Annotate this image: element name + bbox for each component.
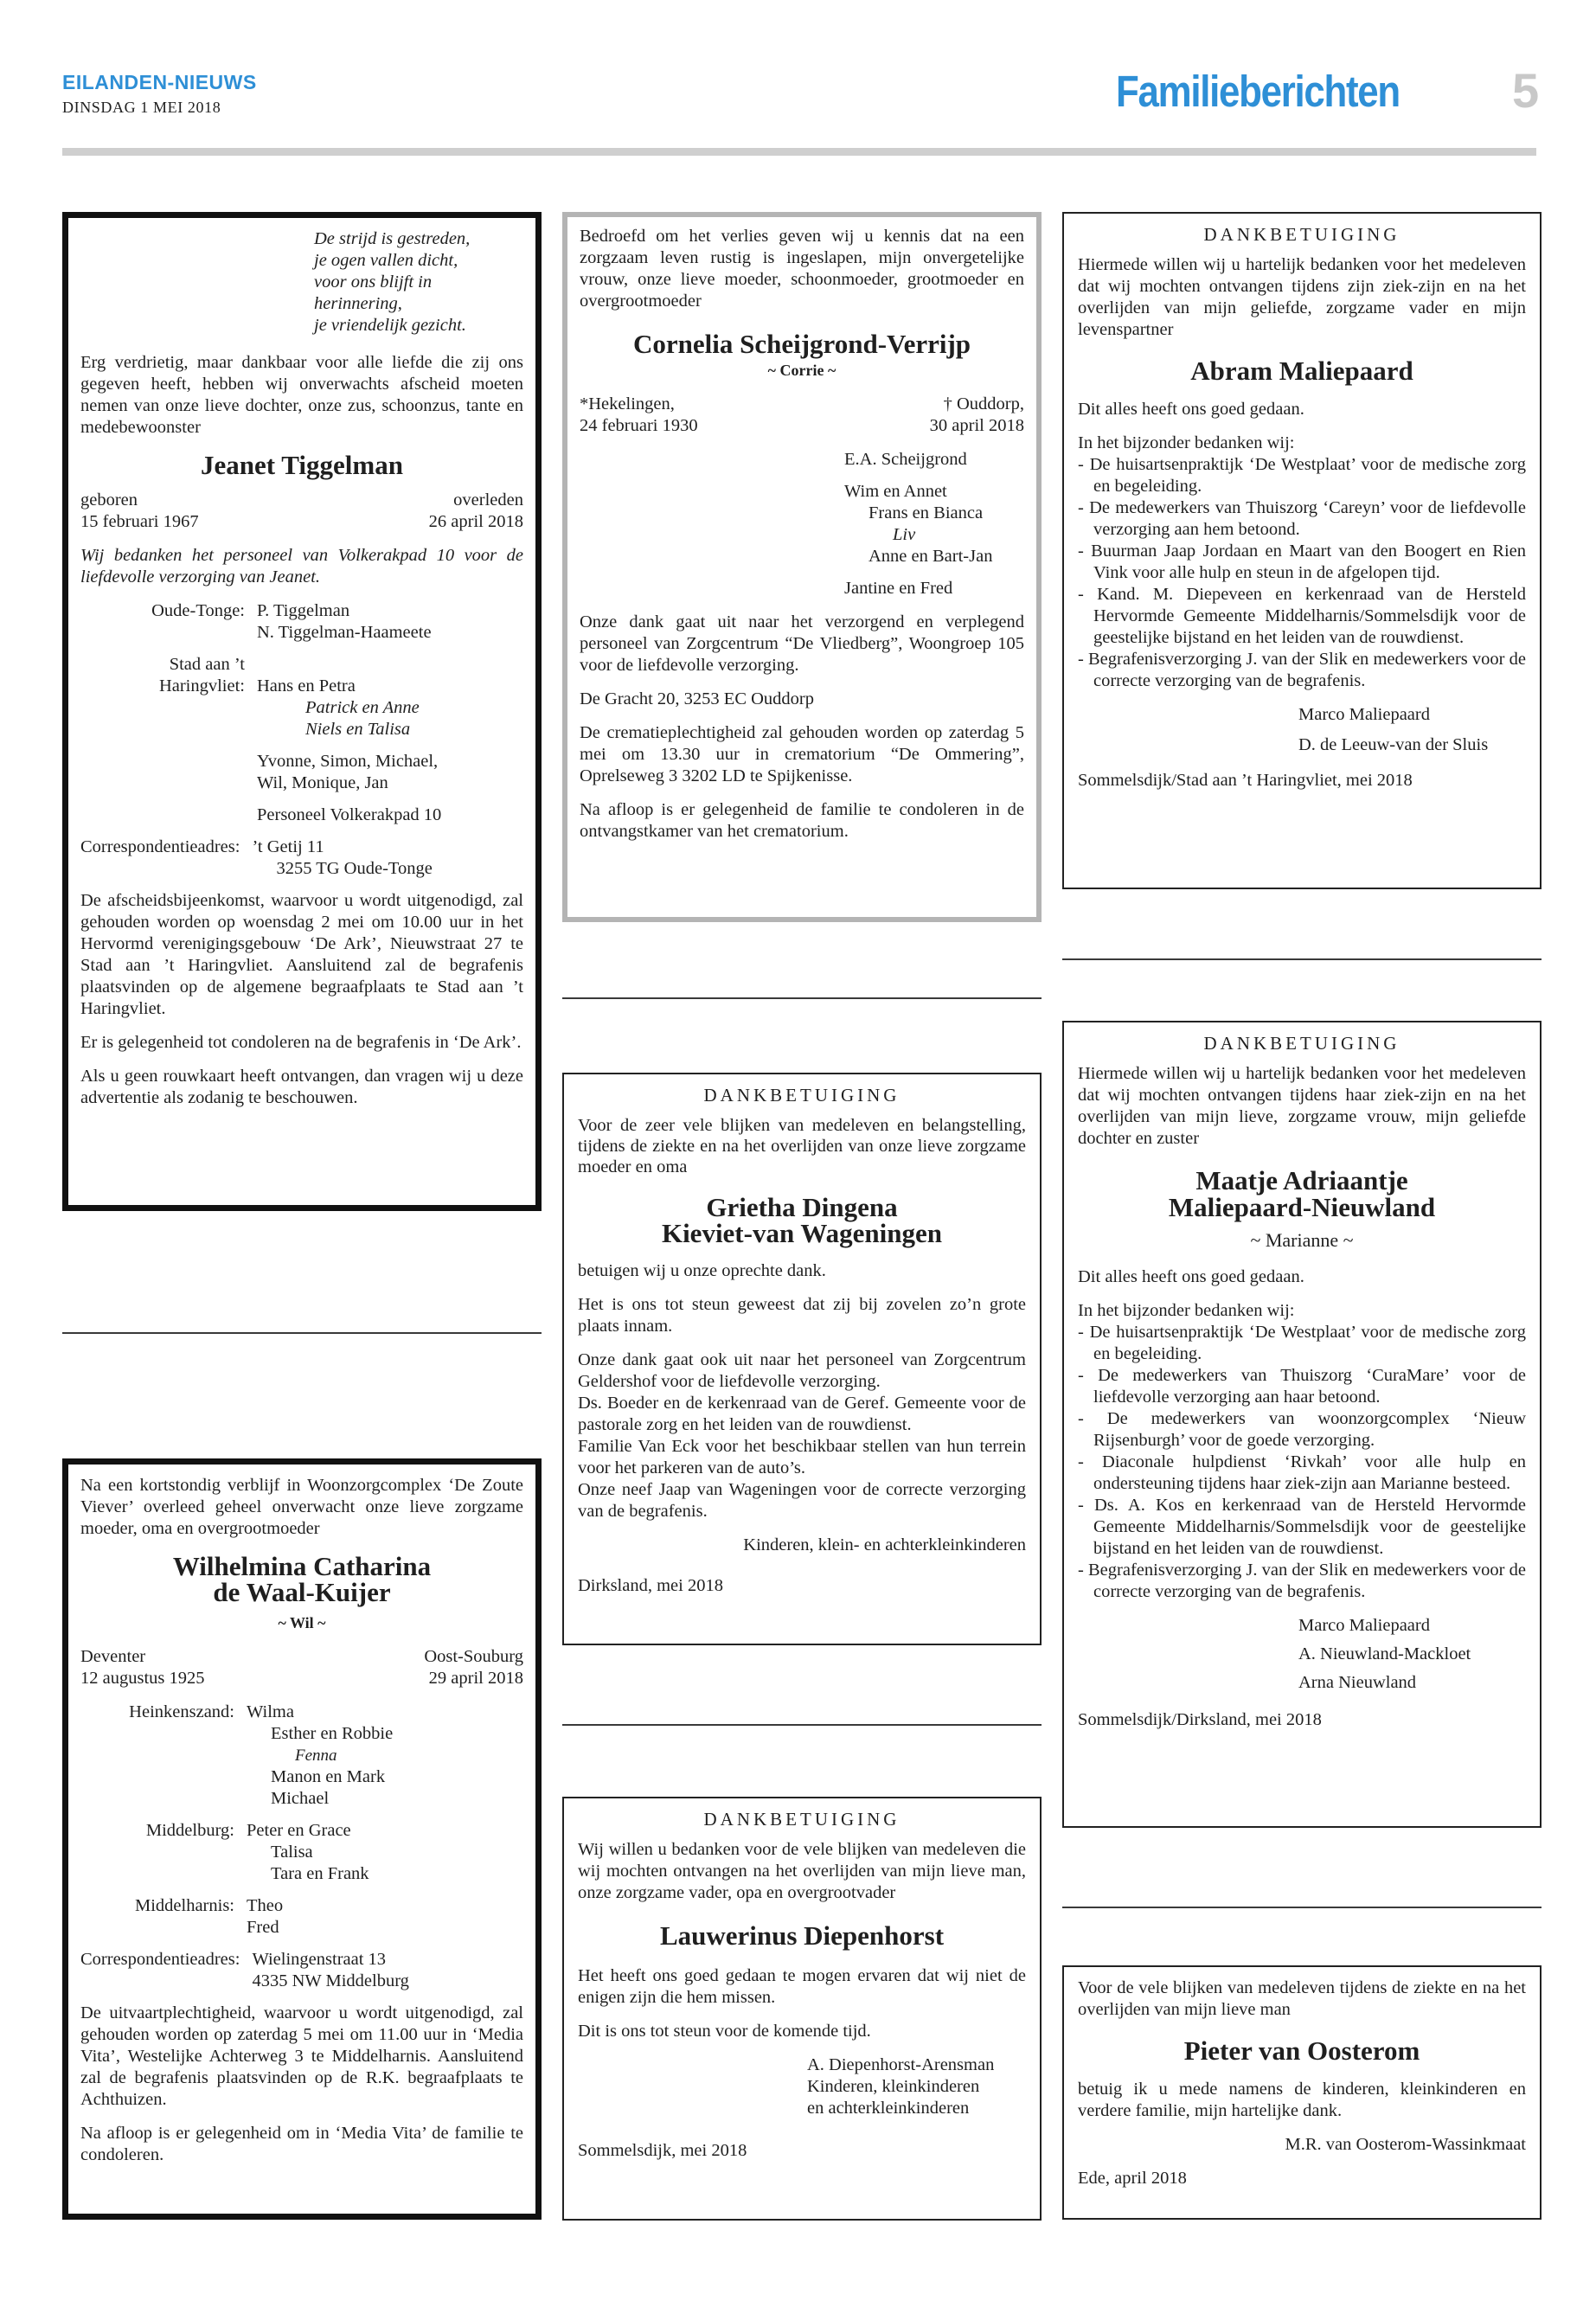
family-member: Frans en Bianca (869, 503, 984, 522)
family-member: Manon en Mark (271, 1767, 386, 1786)
address-line: Wielingenstraat 13 (252, 1950, 387, 1969)
notice-heading: DANKBETUIGING (703, 1809, 901, 1830)
deceased-name (80, 1551, 523, 1607)
family-group (80, 804, 523, 826)
list-item: - Ds. A. Kos en kerkenraad van de Hersteld Hervormde Gemeente Middelharnis/Sommelsdijk voor de geestelijke bijstand en het leiden van de rouwdienst. (1078, 1495, 1526, 1560)
place-date: Ede, april 2018 (1078, 2169, 1187, 2188)
family-place: Oude-Tonge: (151, 601, 245, 620)
signature: Kinderen, kleinkinderen (807, 2077, 980, 2096)
obituary-scheijgrond (562, 212, 1042, 922)
list-item: - De medewerkers van woonzorgcomplex ‘Nieuw Rijsenburgh’ voor de goede verzorging. (1078, 1408, 1526, 1452)
paragraph: Onze neef Jaap van Wageningen voor de correcte verzorging van de begrafenis. (578, 1480, 1026, 1521)
deceased-name (578, 1192, 1026, 1248)
family-group (80, 1702, 523, 1810)
list-item: - De huisartsenpraktijk ‘De Westplaat’ voor de medische zorg en begeleiding. (1078, 454, 1526, 497)
family-list (580, 449, 1024, 599)
obituary-tiggelman (62, 212, 542, 1211)
died-date: 26 april 2018 (428, 512, 523, 531)
family-member: Wim en Annet (844, 482, 947, 501)
family-place: Middelburg: (145, 1821, 234, 1840)
thanks-list (1078, 454, 1526, 692)
correspondence-label: Correspondentieadres: (80, 1950, 240, 1969)
thanks-notice-lauwerinus-diepenhorst (562, 1797, 1042, 2221)
family-member: Jantine en Fred (844, 579, 953, 598)
life-dates (580, 394, 1024, 437)
ceremony-text: De uitvaartplechtigheid, waarvoor u wordt uitgenodigd, zal gehouden worden op zaterdag 5 mei om 11.00 uur in ‘Media Vita’, Westelijke Achterweg 3 te Middelharnis. Aansluitend zal de begrafenis plaatsvinden op de R.K. begraafplaats te Achthuizen. (80, 2003, 523, 2109)
gratitude-text: betuig ik u mede namens de kinderen, kleinkinderen en verdere familie, mijn hartelijke dank. (1078, 2080, 1526, 2120)
deceased-name (1078, 1167, 1526, 1221)
address-line: 4335 NW Middelburg (252, 1971, 409, 1990)
born-date: 24 februari 1930 (580, 416, 698, 435)
name-line: Maliepaard-Nieuwland (1168, 1192, 1436, 1222)
name-line: Kieviet-van Wageningen (661, 1218, 943, 1248)
signature: A. Nieuwland-Mackloet (1298, 1644, 1471, 1663)
family-member: Personeel Volkerakpad 10 (257, 805, 442, 824)
gratitude-text: betuigen wij u onze oprechte dank. (578, 1261, 826, 1280)
signature: A. Diepenhorst-Arensman (807, 2055, 995, 2074)
place-date: Dirksland, mei 2018 (578, 1576, 723, 1595)
signature: Marco Maliepaard (1298, 705, 1430, 724)
thanks-notice-maatje-maliepaard (1062, 1021, 1542, 1828)
paragraph: Dit is ons tot steun voor de komende tijd. (578, 2022, 871, 2041)
thanks-notice-grietha-kieviet (562, 1073, 1042, 1645)
intro-text: Hiermede willen wij u hartelijk bedanken voor het medeleven dat wij mochten ontvangen tijdens zijn ziek-zijn en na het overlijden van mijn geliefde, zorgzame vader en mijn levenspartner (1078, 255, 1526, 339)
name-line: de Waal-Kuijer (213, 1577, 391, 1607)
family-member: Esther en Robbie (271, 1724, 394, 1743)
family-group (80, 751, 523, 794)
deceased-name: Abram Maliepaard (1190, 356, 1413, 386)
family-member: Hans en Petra (257, 676, 356, 695)
family-member: Theo (247, 1896, 284, 1915)
family-member: N. Tiggelman-Haameete (257, 623, 432, 642)
family-member: Wilma (247, 1702, 294, 1721)
deceased-name: Lauwerinus Diepenhorst (659, 1920, 945, 1951)
list-item: - De huisartsenpraktijk ‘De Westplaat’ voor de medische zorg en begeleiding. (1078, 1322, 1526, 1365)
born-place: Deventer (80, 1647, 146, 1666)
list-item: - Diaconale hulpdienst ‘Rivkah’ voor alle hulp en ondersteuning tijdens haar ziek-zijn aan Marianne besteed. (1078, 1452, 1526, 1495)
gratitude-text: Dit alles heeft ons goed gedaan. (1078, 400, 1304, 419)
family-place: Stad aan ’t (169, 655, 245, 674)
family-group (80, 600, 523, 644)
family-member: Wil, Monique, Jan (257, 773, 388, 792)
home-address: De Gracht 20, 3253 EC Ouddorp (580, 689, 815, 708)
column-divider (62, 1332, 542, 1334)
intro-text: Wij willen u bedanken voor de vele blijken van medeleven die wij mochten ontvangen na het overlijden van mijn lieve man, onze zorgzame vader, opa en overgrootvader (578, 1840, 1026, 1902)
list-item: - Begrafenisverzorging J. van der Slik en medewerkers voor de correcte verzorging van de begrafenis. (1078, 649, 1526, 692)
intro-text: Voor de vele blijken van medeleven tijdens de ziekte en na het overlijden van mijn lieve man (1078, 1978, 1526, 2019)
deceased-name: Jeanet Tiggelman (201, 450, 403, 480)
list-item: - De medewerkers van Thuiszorg ‘Careyn’ voor de liefdevolle verzorging aan hem betoond. (1078, 497, 1526, 541)
correspondence-address (80, 1949, 523, 1992)
ceremony-text: De crematieplechtigheid zal gehouden worden op zaterdag 5 mei om 13.30 uur in crematorium “De Ommering”, Oprelseweg 3 3202 LD te Spijkenisse. (580, 723, 1024, 785)
family-group (80, 654, 523, 740)
signature: Marco Maliepaard (1298, 1616, 1430, 1635)
name-line: Maatje Adriaantje (1195, 1165, 1408, 1195)
poem-line: voor ons blijft in herinnering, (314, 272, 433, 313)
family-place: Middelharnis: (134, 1896, 234, 1915)
ceremony-text: De afscheidsbijeenkomst, waarvoor u wordt uitgenodigd, zal gehouden worden op woensdag 2 mei om 10.00 uur in het Hervormd verenigingsgebouw ‘De Ark’, Nieuwstraat 27 te Stad aan ’t Haringvliet. Aansluitend zal de begrafenis plaatsvinden op de algemene begraafplaats te Stad aan ’t Haringvliet. (80, 891, 523, 1018)
family-member: Yvonne, Simon, Michael, (257, 752, 439, 771)
intro-text: Bedroefd om het verlies geven wij u kennis dat na een zorgzaam leven rustig is ingeslapen, mijn onvergetelijke vrouw, onze lieve moeder, schoonmoeder, grootmoeder en overgrootmoeder (580, 227, 1024, 311)
family-member: Michael (271, 1789, 330, 1808)
family-place: Heinkenszand: (129, 1702, 234, 1721)
place-date: Sommelsdijk, mei 2018 (578, 2141, 747, 2160)
deceased-name: Cornelia Scheijgrond-Verrijp (632, 329, 971, 359)
list-title: In het bijzonder bedanken wij: (1078, 433, 1295, 452)
notice-heading: DANKBETUIGING (1203, 1033, 1401, 1054)
paragraph: Het heeft ons goed gedaan te mogen ervaren dat wij niet de enigen zijn die hem missen. (578, 1966, 1026, 2007)
memorial-poem (80, 228, 523, 336)
column-divider (562, 997, 1042, 999)
list-item: - Buurman Jaap Jordaan en Maart van den Boogert en Rien Vink voor alle hulp en steun in de afgelopen tijd. (1078, 541, 1526, 584)
condolence-text: Na afloop is er gelegenheid om in ‘Media Vita’ de familie te condoleren. (80, 2124, 523, 2164)
nickname: ~ Marianne ~ (1250, 1229, 1354, 1251)
family-member: Anne en Bart-Jan (869, 547, 993, 566)
list-title: In het bijzonder bedanken wij: (1078, 1301, 1295, 1320)
obituary-de-waal-kuijer (62, 1458, 542, 2220)
signature: D. de Leeuw-van der Sluis (1298, 735, 1489, 754)
died-place: † Ouddorp, (943, 394, 1024, 413)
place-date: Sommelsdijk/Dirksland, mei 2018 (1078, 1710, 1322, 1729)
signature: Arna Nieuwland (1298, 1673, 1417, 1692)
deceased-name: Pieter van Oosterom (1183, 2035, 1420, 2066)
nickname: ~ Wil ~ (278, 1614, 326, 1631)
address-line: ’t Getij 11 (252, 837, 324, 856)
died-date: 29 april 2018 (428, 1669, 523, 1688)
list-item: - Kand. M. Diepeveen en kerkenraad van de Hersteld Hervormde Gemeente Middelharnis/Sommelsdijk voor de geestelijke bijstand en het leiden van de rouwdienst. (1078, 584, 1526, 649)
signature: Kinderen, klein- en achterkleinkinderen (743, 1535, 1026, 1554)
family-member: Fenna (295, 1747, 337, 1765)
paragraph: Het is ons tot steun geweest dat zij bij zovelen zo’n grote plaats innam. (578, 1295, 1026, 1336)
family-group (80, 1820, 523, 1885)
life-dates (80, 1646, 523, 1689)
poem-line: De strijd is gestreden, (314, 229, 471, 248)
list-item: - Begrafenisverzorging J. van der Slik en medewerkers voor de correcte verzorging van de begrafenis. (1078, 1560, 1526, 1603)
family-member: Patrick en Anne (305, 698, 420, 717)
newspaper-logo: EILANDEN-NIEUWS (62, 71, 257, 93)
condolence-text: Er is gelegenheid tot condoleren na de begrafenis in ‘De Ark’. (80, 1033, 522, 1052)
notice-heading: DANKBETUIGING (703, 1085, 901, 1106)
family-member: E.A. Scheijgrond (844, 450, 967, 469)
name-line: Grietha Dingena (706, 1192, 898, 1222)
family-member: Niels en Talisa (305, 720, 411, 739)
born-label: geboren (80, 490, 138, 510)
born-date: 12 augustus 1925 (80, 1669, 205, 1688)
family-member: Talisa (271, 1843, 313, 1862)
family-member: Liv (893, 525, 916, 544)
issue-date: DINSDAG 1 MEI 2018 (62, 99, 221, 116)
died-label: overleden (453, 490, 523, 510)
family-member: Peter en Grace (247, 1821, 351, 1840)
intro-text: Na een kortstondig verblijf in Woonzorgcomplex ‘De Zoute Viever’ overleed geheel onverwacht onze lieve zorgzame moeder, oma en overgrootmoeder (80, 1476, 523, 1538)
paragraph: Ds. Boeder en de kerkenraad van de Geref. Gemeente voor de pastorale zorg en het leiden van de rouwdienst. (578, 1394, 1026, 1434)
signature: M.R. van Oosterom-Wassinkmaat (1285, 2135, 1526, 2154)
condolence-text: Na afloop is er gelegenheid de familie te condoleren in de ontvangstkamer van het crematorium. (580, 800, 1024, 841)
nickname: ~ Corrie ~ (767, 362, 836, 379)
notice-text: Als u geen rouwkaart heeft ontvangen, dan vragen wij u deze advertentie als zodanig te beschouwen. (80, 1067, 523, 1107)
thanks-notice-pieter-van-oosterom (1062, 1965, 1542, 2220)
thanks-list (1078, 1322, 1526, 1603)
address-line: 3255 TG Oude-Tonge (276, 859, 433, 878)
intro-text: Voor de zeer vele blijken van medeleven en belangstelling, tijdens de ziekte en na het overlijden van onze lieve zorgzame moeder en oma (578, 1116, 1026, 1176)
page-number: 5 (1512, 63, 1540, 118)
correspondence-address (80, 836, 523, 880)
signature: en achterkleinkinderen (807, 2099, 970, 2118)
died-place: Oost-Souburg (424, 1647, 523, 1666)
list-item: - De medewerkers van Thuiszorg ‘CuraMare’ voor de liefdevolle verzorging aan haar betoond. (1078, 1365, 1526, 1408)
section-title: Familieberichten (1116, 67, 1400, 116)
correspondence-label: Correspondentieadres: (80, 837, 240, 856)
family-member: P. Tiggelman (257, 601, 350, 620)
paragraph: Onze dank gaat ook uit naar het personeel van Zorgcentrum Geldershof voor de liefdevolle verzorging. (578, 1350, 1026, 1391)
family-member: Fred (247, 1918, 279, 1937)
thanks-text: Onze dank gaat uit naar het verzorgend en verplegend personeel van Zorgcentrum “De Vliedberg”, Woongroep 105 voor de liefdevolle verzorging. (580, 612, 1024, 675)
family-place: Haringvliet: (158, 676, 245, 695)
paragraph: Familie Van Eck voor het beschikbaar stellen van hun terrein voor het parkeren van de auto’s. (578, 1437, 1026, 1477)
family-member: Tara en Frank (271, 1864, 369, 1883)
intro-text: Erg verdrietig, maar dankbaar voor alle liefde die zij ons gegeven heeft, hebben wij onverwachts afscheid moeten nemen van onze lieve dochter, onze zus, schoonzus, tante en medebewoonster (80, 353, 523, 437)
thanks-notice-abram-maliepaard (1062, 212, 1542, 889)
family-group (80, 1895, 523, 1939)
gratitude-text: Dit alles heeft ons goed gedaan. (1078, 1267, 1304, 1286)
column-divider (1062, 958, 1542, 960)
intro-text: Hiermede willen wij u hartelijk bedanken voor het medeleven dat wij mochten ontvangen tijdens haar ziek-zijn en na het overlijden van mijn lieve, zorgzame vrouw, mijn geliefde dochter en zuster (1078, 1064, 1526, 1148)
place-date: Sommelsdijk/Stad aan ’t Haringvliet, mei 2018 (1078, 771, 1413, 790)
life-dates (80, 490, 523, 533)
name-line: Wilhelmina Catharina (172, 1551, 432, 1581)
poem-line: je vriendelijk gezicht. (314, 316, 466, 335)
column-divider (1062, 1907, 1542, 1908)
died-date: 30 april 2018 (929, 416, 1024, 435)
born-place: *Hekelingen, (580, 394, 675, 413)
thanks-text: Wij bedanken het personeel van Volkerakpad 10 voor de liefdevolle verzorging van Jeanet. (80, 546, 523, 586)
header-rule (62, 148, 1536, 156)
column-divider (562, 1724, 1042, 1726)
notice-heading: DANKBETUIGING (1203, 224, 1401, 245)
born-date: 15 februari 1967 (80, 512, 199, 531)
poem-line: je ogen vallen dicht, (314, 251, 458, 270)
